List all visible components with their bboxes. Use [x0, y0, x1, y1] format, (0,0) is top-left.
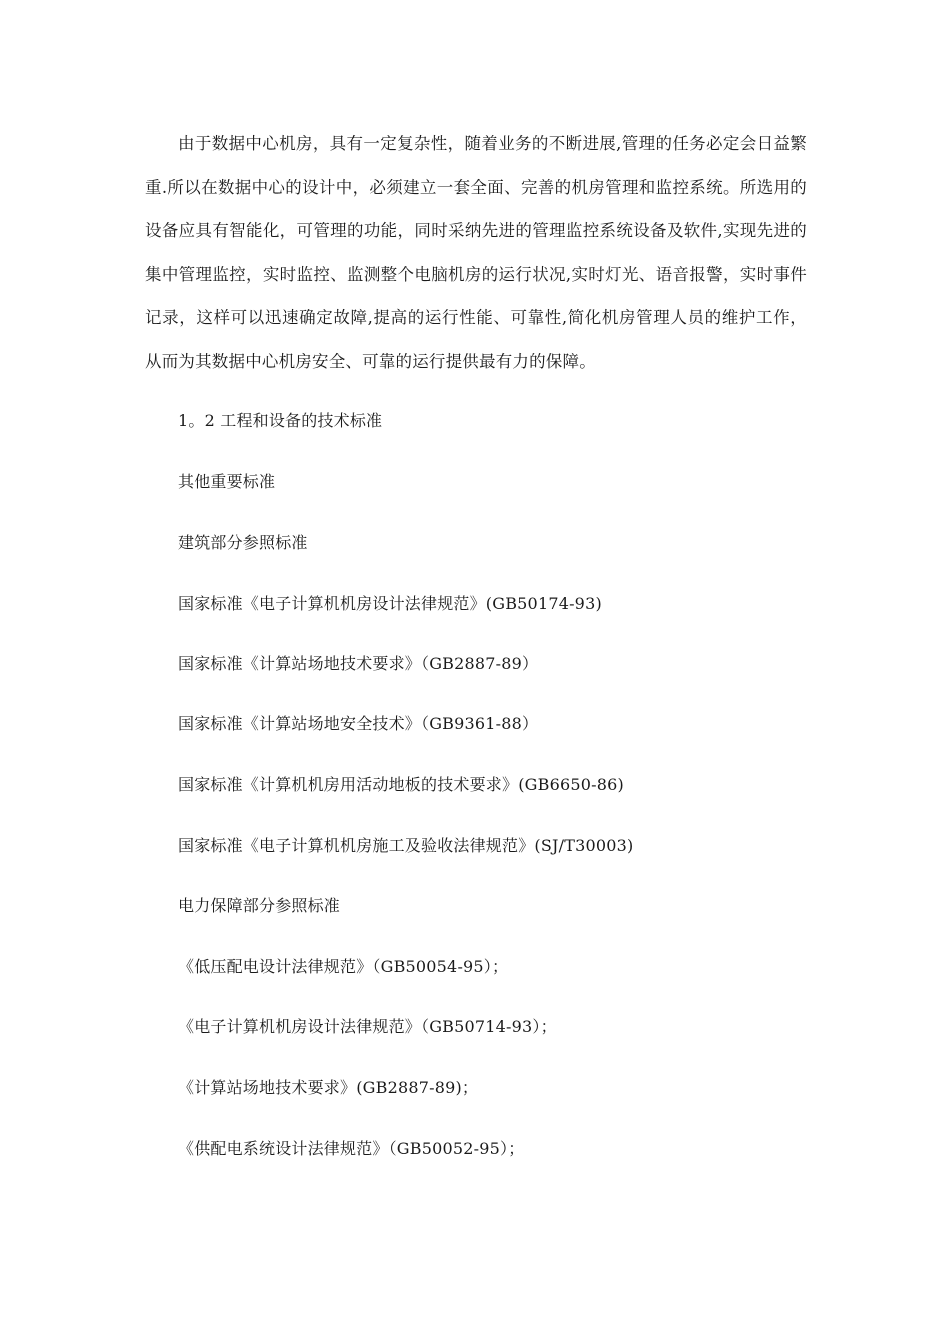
building-standard-item: 国家标准《电子计算机机房设计法律规范》(GB50174-93)	[178, 594, 602, 613]
power-standard-item: 《供配电系统设计法律规范》（GB50052-95）；	[178, 1139, 525, 1158]
building-standard-item: 国家标准《电子计算机机房施工及验收法律规范》(SJ/T30003)	[178, 836, 634, 855]
power-standard-item: 《低压配电设计法律规范》（GB50054-95）；	[178, 957, 509, 976]
building-standards-heading: 建筑部分参照标准	[178, 533, 308, 552]
building-standard-item: 国家标准《计算机机房用活动地板的技术要求》(GB6650-86)	[178, 775, 624, 794]
section-heading: 1。2 工程和设备的技术标准	[178, 411, 383, 430]
other-standards-label: 其他重要标准	[178, 472, 276, 491]
power-standard-item: 《电子计算机机房设计法律规范》（GB50714-93）；	[178, 1017, 557, 1036]
power-standard-item: 《计算站场地技术要求》(GB2887-89)；	[178, 1078, 479, 1097]
building-standard-item: 国家标准《计算站场地安全技术》（GB9361-88）	[178, 714, 539, 733]
power-standards-heading: 电力保障部分参照标准	[178, 896, 341, 915]
intro-paragraph: 由于数据中心机房，具有一定复杂性，随着业务的不断进展,管理的任务必定会日益繁重.所以在数据中心的设计中，必须建立一套全面、完善的机房管理和监控系统。所选用的设备应具有智能化，可管理的功能，同时采纳先进的管理监控系统设备及软件,实现先进的集中管理监控，实时监控、监测整个电脑机房的运行状况,实时灯光、语音报警，实时事件记录，这样可以迅速确定故障,提高的运行性能、可靠性,简化机房管理人员的维护工作，从而为其数据中心机房安全、可靠的运行提供最有力的保障。	[145, 134, 807, 371]
building-standard-item: 国家标准《计算站场地技术要求》（GB2887-89）	[178, 654, 539, 673]
